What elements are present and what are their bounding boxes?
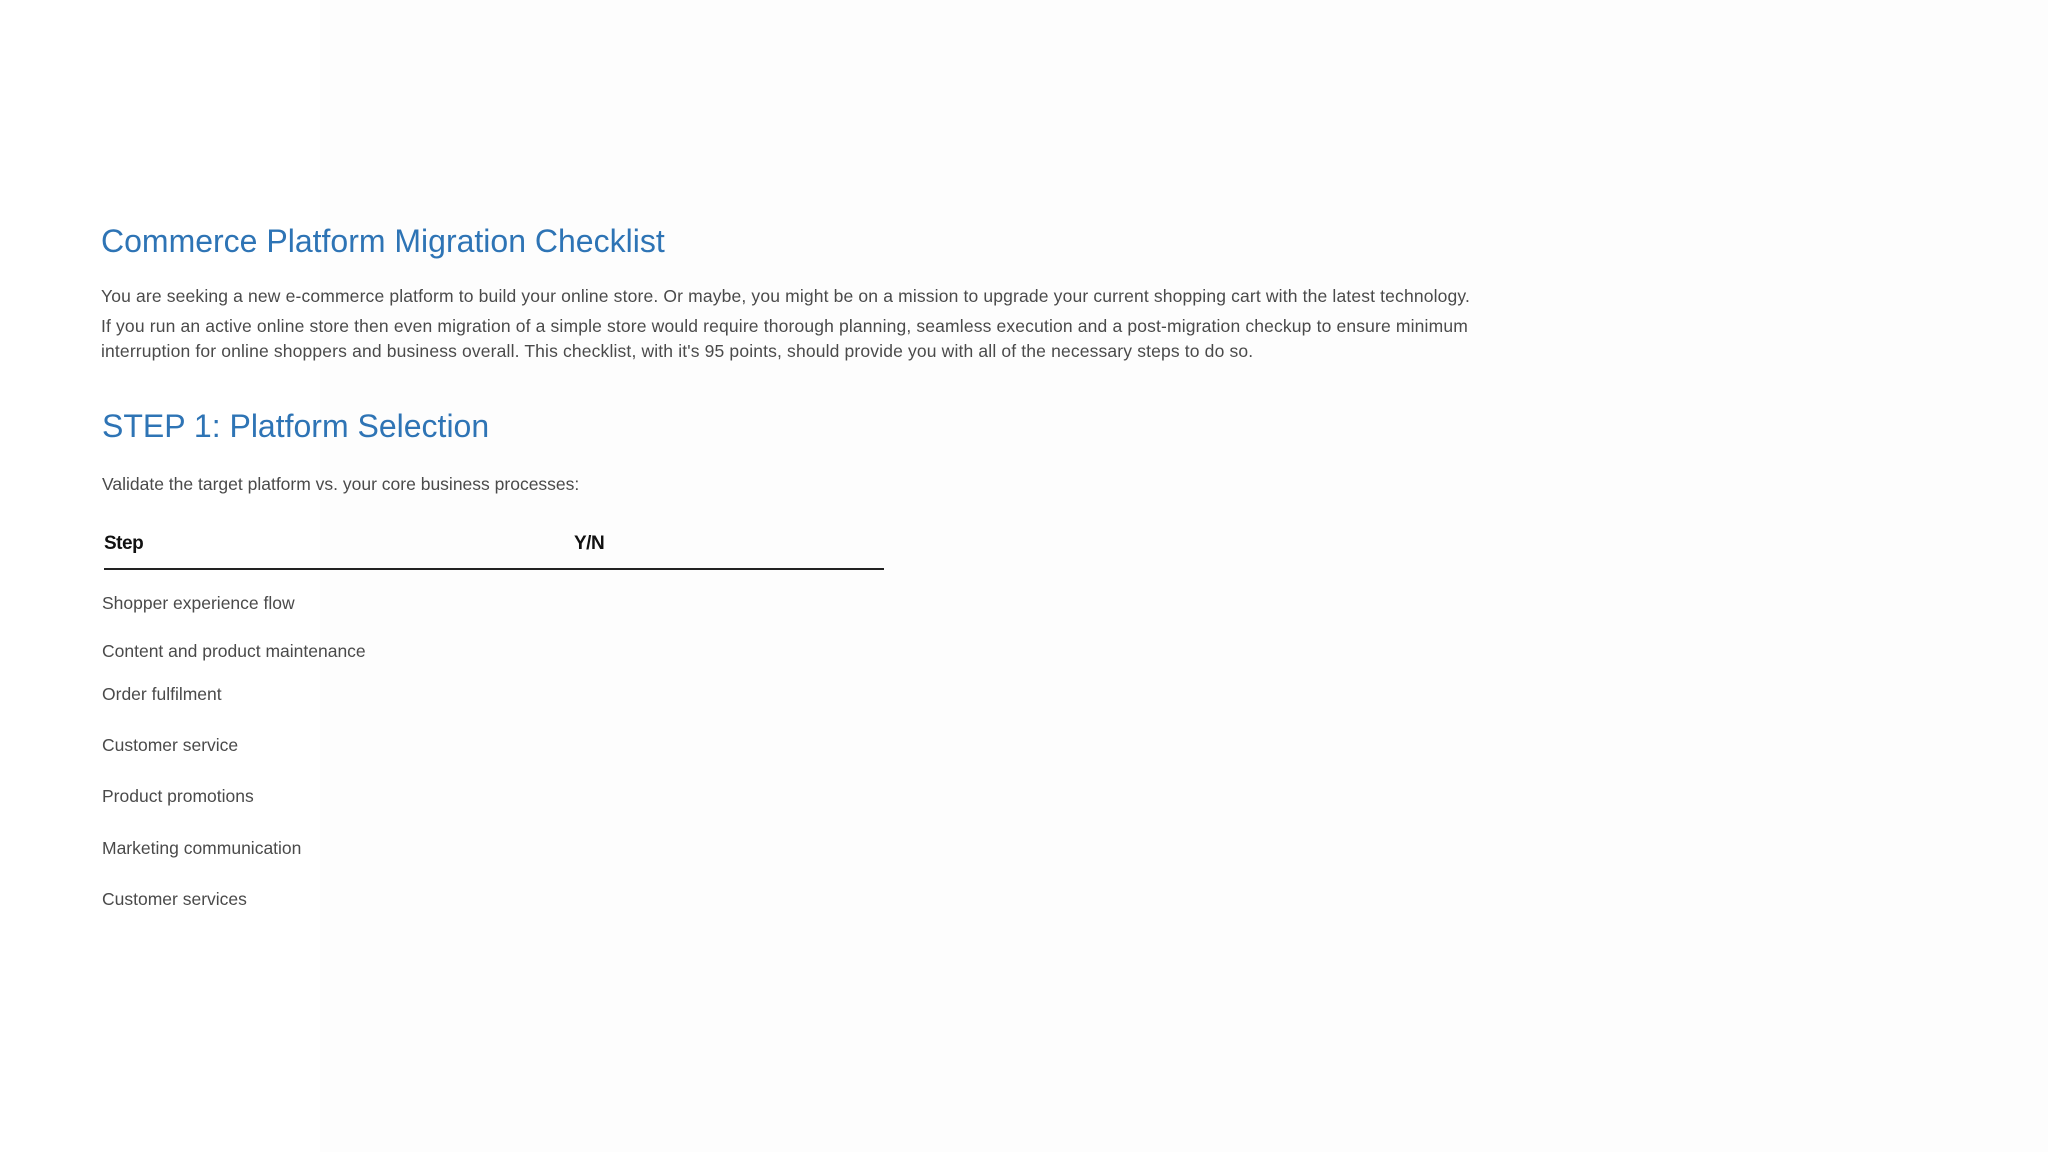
table-row: Shopper experience flow [102, 593, 295, 613]
checklist-table-header [104, 528, 884, 570]
intro-line: If you run an active online store then even migration of a simple store would require thorough planning, seamless execution and a post-migration checkup to ensure minimum [101, 316, 1468, 336]
column-header-yn: Y/N [574, 533, 605, 554]
table-row: Marketing communication [102, 838, 302, 858]
table-row: Customer service [102, 735, 239, 755]
intro-text [101, 284, 1641, 364]
intro-line: interruption for online shoppers and business overall. This checklist, with it's 95 points, should provide you with all of the necessary steps to do so. [101, 341, 1254, 361]
table-row: Customer services [102, 889, 247, 909]
intro-line: You are seeking a new e-commerce platform to build your online store. Or maybe, you might be on a mission to upgrade your current shopping cart with the latest technology. [101, 286, 1471, 306]
column-header-step: Step [104, 533, 144, 554]
table-row: Product promotions [102, 786, 254, 806]
document-title: Commerce Platform Migration Checklist [101, 223, 665, 259]
step1-title: STEP 1: Platform Selection [102, 408, 490, 444]
table-row: Order fulfilment [102, 684, 222, 704]
step1-subtitle: Validate the target platform vs. your core business processes: [102, 474, 580, 494]
table-row: Content and product maintenance [102, 641, 366, 661]
